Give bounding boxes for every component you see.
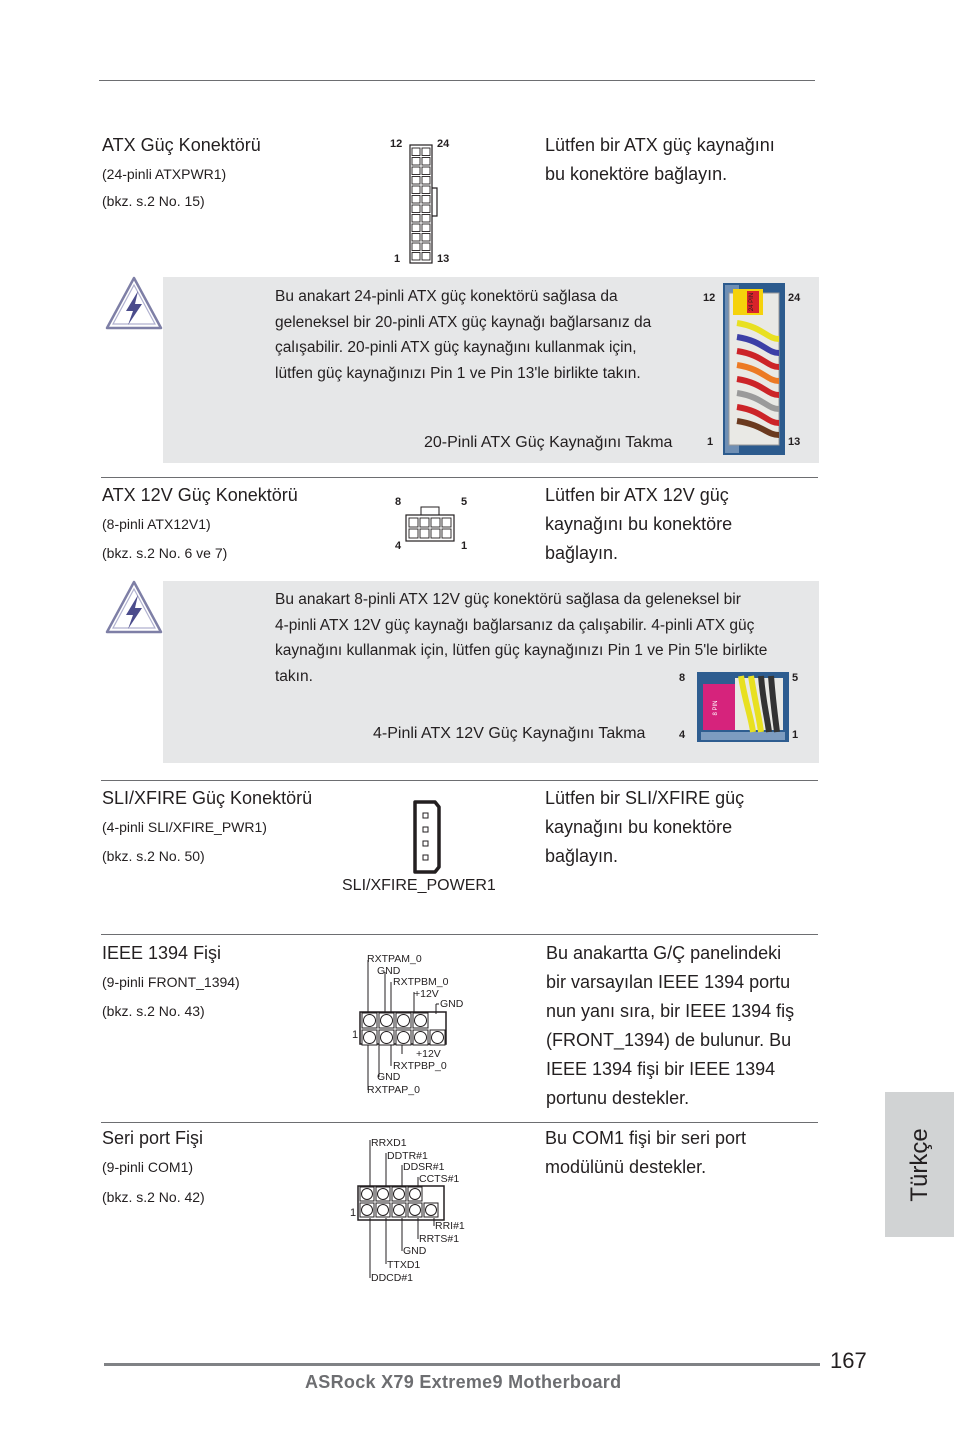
sli-description-line: Lütfen bir SLI/XFIRE güç xyxy=(545,788,745,808)
ieee-pin-contact xyxy=(415,1032,427,1044)
ieee-title: IEEE 1394 Fişi xyxy=(102,943,222,963)
atx-description-line2: bu konektöre bağlayın. xyxy=(545,164,728,184)
footer-product-name: ASRock X79 Extreme9 Motherboard xyxy=(305,1372,622,1392)
sli-subtitle-ref: (bkz. s.2 No. 50) xyxy=(102,848,205,864)
ieee-pin-contact xyxy=(381,1015,393,1027)
ieee-pin-contact xyxy=(398,1032,410,1044)
footer-rule xyxy=(104,1363,820,1366)
atx12-note-line: takın. xyxy=(275,667,313,685)
atx-pin-cell xyxy=(422,158,430,166)
atx12-pin-cell xyxy=(431,529,440,538)
atx12-pin-cell xyxy=(442,529,451,538)
atx-pin-1: 1 xyxy=(394,253,401,265)
atx-pin-cell xyxy=(422,215,430,223)
atx12-photo-pin-8: 8 xyxy=(679,672,686,684)
serial-label: RRXD1 xyxy=(371,1137,407,1149)
atx-title: ATX Güç Konektörü xyxy=(102,135,261,155)
atx12-pin-cell xyxy=(442,518,451,527)
atx-note-line: geleneksel bir 20-pinli ATX güç kaynağı bağlarsanız da xyxy=(275,313,652,331)
atx-24pin-connector-diagram xyxy=(405,143,441,265)
serial-label: RRI#1 xyxy=(435,1220,465,1232)
atx-pin-cell xyxy=(412,148,420,156)
ieee-subtitle-ref: (bkz. s.2 No. 43) xyxy=(102,1003,205,1019)
serial-pin-contact xyxy=(378,1205,389,1216)
atx12-pin-5: 5 xyxy=(461,496,468,508)
sli-title: SLI/XFIRE Güç Konektörü xyxy=(102,788,313,808)
atx12-photo-pin-1: 1 xyxy=(792,729,799,741)
atx-description-line1: Lütfen bir ATX güç kaynağını xyxy=(545,135,775,155)
page-number: 167 xyxy=(830,1348,867,1373)
ieee-pin-contact xyxy=(398,1015,410,1027)
atx-note-text xyxy=(275,284,695,386)
ieee-description-line: Bu anakartta G/Ç panelindeki xyxy=(546,943,782,963)
atx-pin-13: 13 xyxy=(437,253,450,265)
serial-pin-contact xyxy=(410,1189,421,1200)
atx12-pin-cell xyxy=(431,518,440,527)
serial-description-line: Bu COM1 fişi bir seri port xyxy=(545,1128,747,1148)
language-tab-label: Türkçe xyxy=(905,1127,933,1202)
ieee-label: GND xyxy=(440,998,464,1010)
atx12-subtitle-ref: (bkz. s.2 No. 6 ve 7) xyxy=(102,545,228,561)
serial-label: TTXD1 xyxy=(387,1259,421,1271)
atx-pin-cell xyxy=(422,253,430,261)
atx-photo-pin-24: 24 xyxy=(788,292,801,304)
serial-description-line: modülünü destekler. xyxy=(545,1157,707,1177)
atx-note-caption: 20-Pinli ATX Güç Kaynağını Takma xyxy=(424,434,673,451)
atx12-photo-pin-5: 5 xyxy=(792,672,799,684)
atx12-8pin-connector-diagram xyxy=(404,505,456,543)
atx-pin-cell xyxy=(412,167,420,175)
atx-pin-cell xyxy=(422,177,430,185)
serial-pin-1: 1 xyxy=(350,1207,357,1219)
atx12-description-line: Lütfen bir ATX 12V güç xyxy=(545,485,729,505)
serial-pin-contact xyxy=(378,1189,389,1200)
sli-4pin-connector-diagram xyxy=(410,799,442,875)
ieee-label: GND xyxy=(377,965,401,977)
sli-diagram-label: SLI/XFIRE_POWER1 xyxy=(342,877,496,894)
atx12-description-line: kaynağını bu konektöre xyxy=(545,514,733,534)
serial-pin-contact xyxy=(362,1189,373,1200)
ieee-pin-contact xyxy=(415,1015,427,1027)
serial-description xyxy=(545,1124,746,1182)
atx-photo-label: 24 PIN xyxy=(749,292,755,312)
atx12-title: ATX 12V Güç Konektörü xyxy=(102,485,298,505)
atx-pin-cell xyxy=(412,215,420,223)
ieee1394-header-diagram xyxy=(350,950,480,1100)
ieee-label: +12V xyxy=(414,988,439,1000)
atx-pin-cell xyxy=(422,186,430,194)
atx12-pin-1: 1 xyxy=(461,540,468,552)
atx-note-line: Bu anakart 24-pinli ATX güç konektörü sağlasa da xyxy=(275,288,618,305)
serial-pin-contact xyxy=(394,1205,405,1216)
atx12-pin-cell xyxy=(409,518,418,527)
atx-pin-12: 12 xyxy=(390,138,403,150)
atx-pin-cell xyxy=(422,205,430,213)
ieee-label: RXTPBM_0 xyxy=(393,976,449,988)
atx-subtitle-ref: (bkz. s.2 No. 15) xyxy=(102,193,205,209)
atx-pin-cell xyxy=(422,243,430,251)
ieee-description xyxy=(546,939,794,1113)
atx-pin-cell xyxy=(412,243,420,251)
atx12-description-line: bağlayın. xyxy=(545,543,619,563)
ieee-label: RXTPBP_0 xyxy=(393,1060,447,1072)
ieee-description-line: IEEE 1394 fişi bir IEEE 1394 xyxy=(546,1059,776,1079)
ieee-label: +12V xyxy=(416,1048,441,1060)
serial-label: CCTS#1 xyxy=(419,1173,460,1185)
ieee-description-line: (FRONT_1394) de bulunur. Bu xyxy=(546,1030,792,1050)
atx-photo-pin-1: 1 xyxy=(707,436,714,448)
serial-subtitle-pins: (9-pinli COM1) xyxy=(102,1159,194,1175)
top-rule xyxy=(99,80,815,81)
ieee-pin-contact xyxy=(364,1032,376,1044)
serial-subtitle-ref: (bkz. s.2 No. 42) xyxy=(102,1189,205,1205)
ieee-description-line: portunu destekler. xyxy=(546,1088,690,1108)
atx-photo-pin-13: 13 xyxy=(788,436,801,448)
ieee-label: RXTPAM_0 xyxy=(367,953,422,965)
atx12-pin-cell xyxy=(420,518,429,527)
atx-pin-cell xyxy=(412,253,420,261)
ieee-label: GND xyxy=(377,1071,401,1083)
atx12-description xyxy=(545,481,732,568)
atx-pin-cell xyxy=(412,234,420,242)
serial-label: DDSR#1 xyxy=(403,1161,445,1173)
atx-pin-24: 24 xyxy=(437,138,450,150)
atx-photo-pin-12: 12 xyxy=(703,292,716,304)
sli-description-line: kaynağını bu konektöre xyxy=(545,817,733,837)
serial-label: GND xyxy=(403,1245,427,1257)
ieee-description-line: bir varsayılan IEEE 1394 portu xyxy=(546,972,791,992)
sli-subtitle-pins: (4-pinli SLI/XFIRE_PWR1) xyxy=(102,819,267,835)
atx12-note-caption: 4-Pinli ATX 12V Güç Kaynağını Takma xyxy=(373,725,646,742)
section-rule xyxy=(101,1122,818,1123)
warning-icon xyxy=(104,275,164,331)
atx12-pin-cell xyxy=(409,529,418,538)
atx-pin-cell xyxy=(412,196,420,204)
atx-pin-cell xyxy=(422,167,430,175)
ieee-description-line: nun yanı sıra, bir IEEE 1394 fiş xyxy=(546,1001,795,1021)
section-rule xyxy=(101,477,818,478)
atx12-note-line: 4-pinli ATX 12V güç kaynağı bağlarsanız da çalışabilir. 4-pinli ATX güç xyxy=(275,616,755,634)
section-rule xyxy=(101,934,818,935)
ieee-label: RXTPAP_0 xyxy=(367,1084,420,1096)
atx-pin-cell xyxy=(422,148,430,156)
serial-label: DDTR#1 xyxy=(387,1150,428,1162)
serial-pin-contact xyxy=(362,1205,373,1216)
atx12-photo-label: 8 PIN xyxy=(713,700,719,716)
atx12-photo-pin-4: 4 xyxy=(679,729,686,741)
atx12-note-line: Bu anakart 8-pinli ATX 12V güç konektörü sağlasa da geleneksel bir xyxy=(275,591,741,608)
serial-pin-contact xyxy=(394,1189,405,1200)
serial-label: RRTS#1 xyxy=(419,1233,460,1245)
ieee-pin-contact xyxy=(364,1015,376,1027)
atx-20pin-installation-photo xyxy=(723,283,785,455)
ieee-pin-contact xyxy=(381,1032,393,1044)
serial-pin-contact xyxy=(426,1205,437,1216)
atx-pin-cell xyxy=(412,224,420,232)
warning-icon xyxy=(104,579,164,635)
language-tab xyxy=(885,1092,954,1237)
section-rule xyxy=(101,780,818,781)
atx-pin-cell xyxy=(412,186,420,194)
atx12-pin-cell xyxy=(420,529,429,538)
ieee-pin-1: 1 xyxy=(352,1029,359,1041)
serial-pin-contact xyxy=(410,1205,421,1216)
atx12-subtitle-pins: (8-pinli ATX12V1) xyxy=(102,516,211,532)
atx-pin-cell xyxy=(422,196,430,204)
sli-description-line: bağlayın. xyxy=(545,846,619,866)
ieee-subtitle-pins: (9-pinli FRONT_1394) xyxy=(102,974,240,990)
atx12-note-line: kaynağını kullanmak için, lütfen güç kaynağınızı Pin 1 ve Pin 5'le birlikte xyxy=(275,642,768,659)
atx-note-line: lütfen güç kaynağınızı Pin 1 ve Pin 13'le birlikte takın. xyxy=(275,364,641,382)
atx12-pin-4: 4 xyxy=(395,540,402,552)
atx12-4pin-installation-photo xyxy=(697,672,789,742)
serial-label: DDCD#1 xyxy=(371,1272,414,1284)
atx-pin-cell xyxy=(412,177,420,185)
atx-note-line: çalışabilir. 20-pinli ATX güç kaynağını kullanmak için, xyxy=(275,339,637,356)
ieee-pin-contact xyxy=(432,1032,444,1044)
atx-pin-cell xyxy=(422,224,430,232)
sli-description xyxy=(545,784,744,871)
atx-pin-cell xyxy=(412,158,420,166)
atx12-pin-8: 8 xyxy=(395,496,402,508)
atx-subtitle-pins: (24-pinli ATXPWR1) xyxy=(102,166,227,182)
serial-title: Seri port Fişi xyxy=(102,1128,204,1148)
atx-pin-cell xyxy=(412,205,420,213)
atx-pin-cell xyxy=(422,234,430,242)
